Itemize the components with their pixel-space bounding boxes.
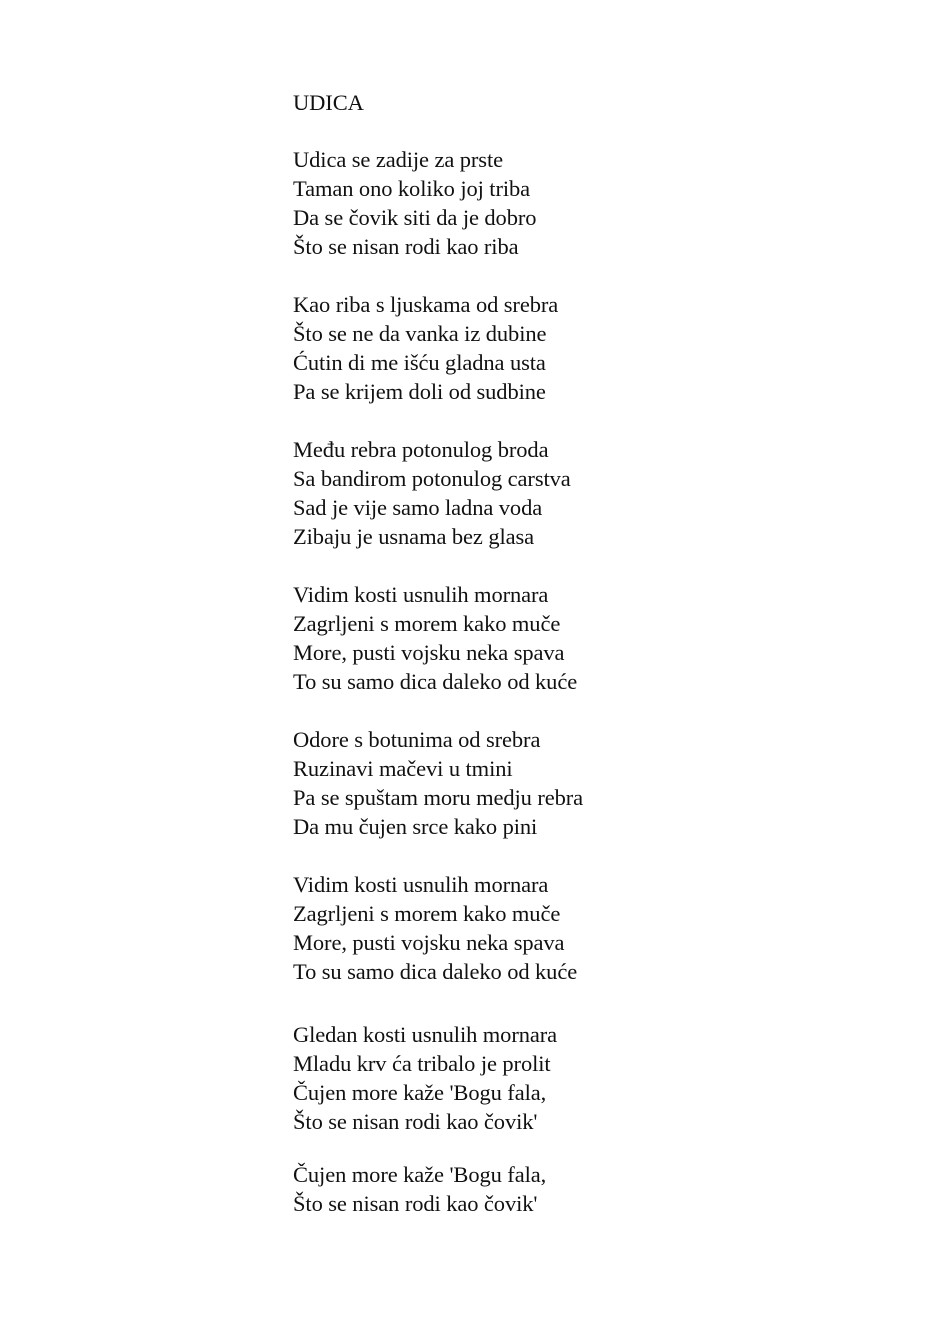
poem-line: Da se čovik siti da je dobro bbox=[293, 205, 537, 230]
poem-line: Zagrljeni s morem kako muče bbox=[293, 901, 561, 926]
poem-line: Vidim kosti usnulih mornara bbox=[293, 872, 549, 897]
poem-line: Čujen more kaže 'Bogu fala, bbox=[293, 1080, 547, 1105]
poem-line: Ćutin di me išću gladna usta bbox=[293, 350, 546, 375]
poem-line: Što se nisan rodi kao čovik' bbox=[293, 1109, 538, 1134]
poem-line: Vidim kosti usnulih mornara bbox=[293, 582, 549, 607]
poem-line: More, pusti vojsku neka spava bbox=[293, 640, 565, 665]
poem-line: Ruzinavi mačevi u tmini bbox=[293, 756, 513, 781]
stanza-5 bbox=[293, 725, 893, 841]
poem-line: More, pusti vojsku neka spava bbox=[293, 930, 565, 955]
poem-line: Sad je vije samo ladna voda bbox=[293, 495, 543, 520]
poem bbox=[293, 88, 893, 1247]
poem-line: Među rebra potonulog broda bbox=[293, 437, 549, 462]
poem-line: Kao riba s ljuskama od srebra bbox=[293, 292, 559, 317]
poem-line: To su samo dica daleko od kuće bbox=[293, 669, 578, 694]
stanza-3 bbox=[293, 435, 893, 551]
stanza-4 bbox=[293, 580, 893, 696]
poem-line: Pa se krijem doli od sudbine bbox=[293, 379, 546, 404]
stanza-1 bbox=[293, 145, 893, 261]
stanza-7 bbox=[293, 1020, 893, 1136]
poem-line: Zibaju je usnama bez glasa bbox=[293, 524, 535, 549]
poem-line: Da mu čujen srce kako pini bbox=[293, 814, 538, 839]
poem-line: Što se nisan rodi kao čovik' bbox=[293, 1191, 538, 1216]
poem-title: UDICA bbox=[293, 90, 364, 115]
stanza-6 bbox=[293, 870, 893, 986]
poem-line: Gledan kosti usnulih mornara bbox=[293, 1022, 558, 1047]
poem-line: Taman ono koliko joj triba bbox=[293, 176, 531, 201]
poem-line: Mladu krv ća tribalo je prolit bbox=[293, 1051, 551, 1076]
poem-line: Pa se spuštam moru medju rebra bbox=[293, 785, 584, 810]
poem-line: Čujen more kaže 'Bogu fala, bbox=[293, 1162, 547, 1187]
poem-line: Što se ne da vanka iz dubine bbox=[293, 321, 547, 346]
poem-line: Udica se zadije za prste bbox=[293, 147, 503, 172]
poem-line: To su samo dica daleko od kuće bbox=[293, 959, 578, 984]
poem-line: Zagrljeni s morem kako muče bbox=[293, 611, 561, 636]
poem-line: Što se nisan rodi kao riba bbox=[293, 234, 519, 259]
poem-line: Sa bandirom potonulog carstva bbox=[293, 466, 571, 491]
stanza-8 bbox=[293, 1160, 893, 1218]
stanza-2 bbox=[293, 290, 893, 406]
poem-line: Odore s botunima od srebra bbox=[293, 727, 541, 752]
